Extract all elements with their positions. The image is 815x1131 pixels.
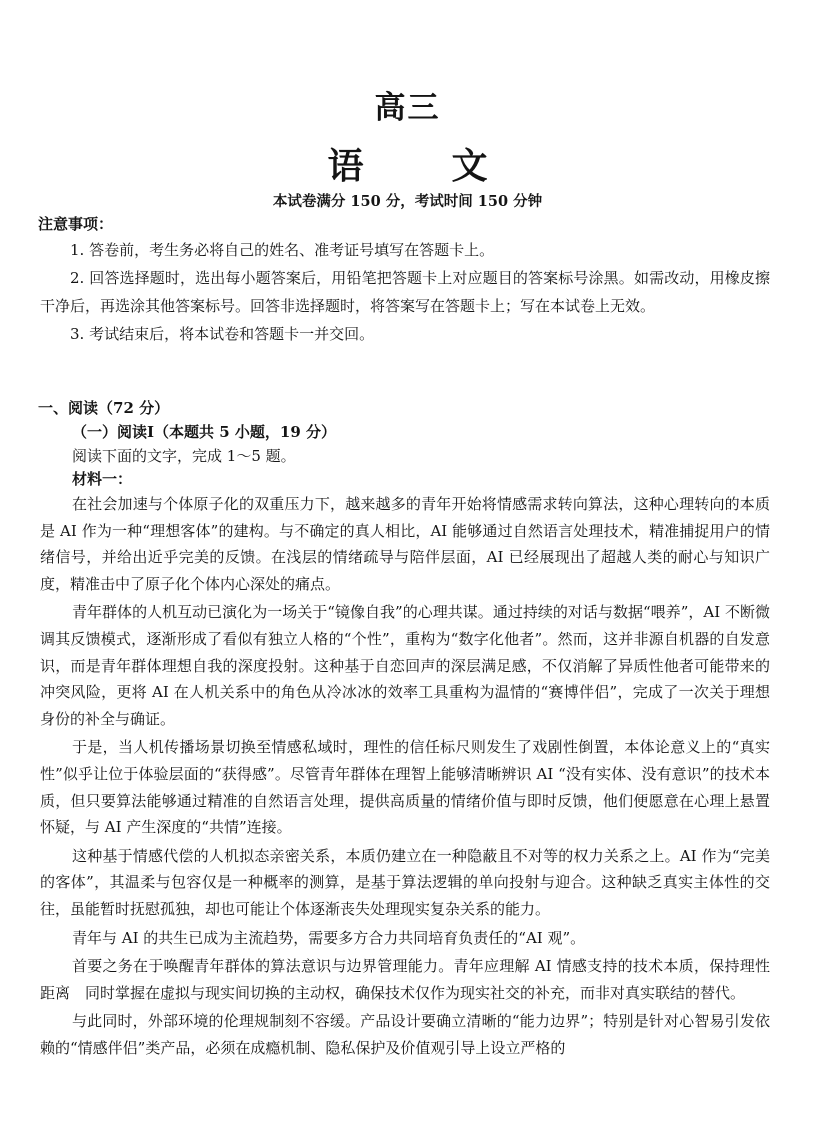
subject-title: 语 文 (327, 145, 514, 187)
reading-instruction: 阅读下面的文字，完成 1～5 题。 (72, 447, 296, 465)
reading-passage (40, 491, 770, 1063)
material-label: 材料一： (72, 470, 133, 488)
passage-paragraph: 青年与 AI 的共生已成为主流趋势，需要多方合力共同培育负责任的“AI 观”。 (72, 928, 586, 947)
section-title: 一、阅读（72 分） (38, 399, 170, 417)
notice-item: 1. 答卷前，考生务必将自己的姓名、准考证号填写在答题卡上。 (70, 241, 495, 259)
passage-paragraph: 这种基于情感代偿的人机拟态亲密关系，本质仍建立在一种隐蔽且不对等的权力关系之上。AI 作为“完美的客体”，其温柔与包容仅是一种概率的测算，是基于算法逻辑的单向投射与迎合。这种缺乏真实主体性的交往，虽能暂时抚慰孤独，却也可能让个体逐渐丧失处理现实复杂关系的能力。 (40, 846, 770, 918)
grade-title: 高三 (374, 90, 441, 126)
passage-paragraph: 与此同时，外部环境的伦理规制刻不容缓。产品设计要确立清晰的“能力边界”；特别是针对心智易引发依赖的“情感伴侣”类产品，必须在成瘾机制、隐私保护及价值观引导上设立严格的 (40, 1012, 770, 1057)
notice-list (40, 236, 770, 348)
passage-paragraph: 在社会加速与个体原子化的双重压力下，越来越多的青年开始将情感需求转向算法，这种心理转向的本质是 AI 作为一种“理想客体”的建构。与不确定的真人相比，AI 能够通过自然语言处理技术，精准捕捉用户的情绪信号，并给出近乎完美的反馈。在浅层的情绪疏导与陪伴层面，AI 已经展现出了超越人类的耐心与知识广度，精准击中了原子化个体内心深处的痛点。 (40, 495, 770, 593)
exam-info: 本试卷满分 150 分，考试时间 150 分钟 (272, 193, 543, 210)
subsection-title: （一）阅读Ⅰ（本题共 5 小题，19 分） (72, 423, 336, 441)
passage-paragraph: 首要之务在于唤醒青年群体的算法意识与边界管理能力。青年应理解 AI 情感支持的技术本质，保持理性距离 同时掌握在虚拟与现实间切换的主动权，确保技术仅作为现实社交的补充，而非对真实联结的替代。 (40, 957, 770, 1002)
passage-paragraph: 于是，当人机传播场景切换至情感私域时，理性的信任标尺则发生了戏剧性倒置，本体论意义上的“真实性”似乎让位于体验层面的“获得感”。尽管青年群体在理智上能够清晰辨识 AI “没有实体、没有意识”的技术本质，但只要算法能够通过精准的自然语言处理，提供高质量的情绪价值与即时反馈，他们便愿意在心理上悬置怀疑，与 AI 产生深度的“共情”连接。 (40, 738, 770, 837)
notice-item: 3. 考试结束后，将本试卷和答题卡一并交回。 (70, 325, 375, 343)
passage-paragraph: 青年群体的人机互动已演化为一场关于“镜像自我”的心理共谋。通过持续的对话与数据“喂养”，AI 不断微调其反馈模式，逐渐形成了看似有独立人格的“个性”，重构为“数字化他者”。然而，这并非源自机器的自发意识，而是青年群体理想自我的深度投射。这种基于自恋回声的深层满足感，不仅消解了异质性他者可能带来的冲突风险，更将 AI 在人机关系中的角色从冷冰冰的效率工具重构为温情的“赛博伴侣”，完成了一次关于理想身份的补全与确证。 (40, 603, 770, 728)
notice-item: 2. 回答选择题时，选出每小题答案后，用铅笔把答题卡上对应题目的答案标号涂黑。如需改动，用橡皮擦干净后，再选涂其他答案标号。回答非选择题时，将答案写在答题卡上；写在本试卷上无效。 (40, 269, 770, 315)
notice-title: 注意事项： (38, 215, 114, 233)
